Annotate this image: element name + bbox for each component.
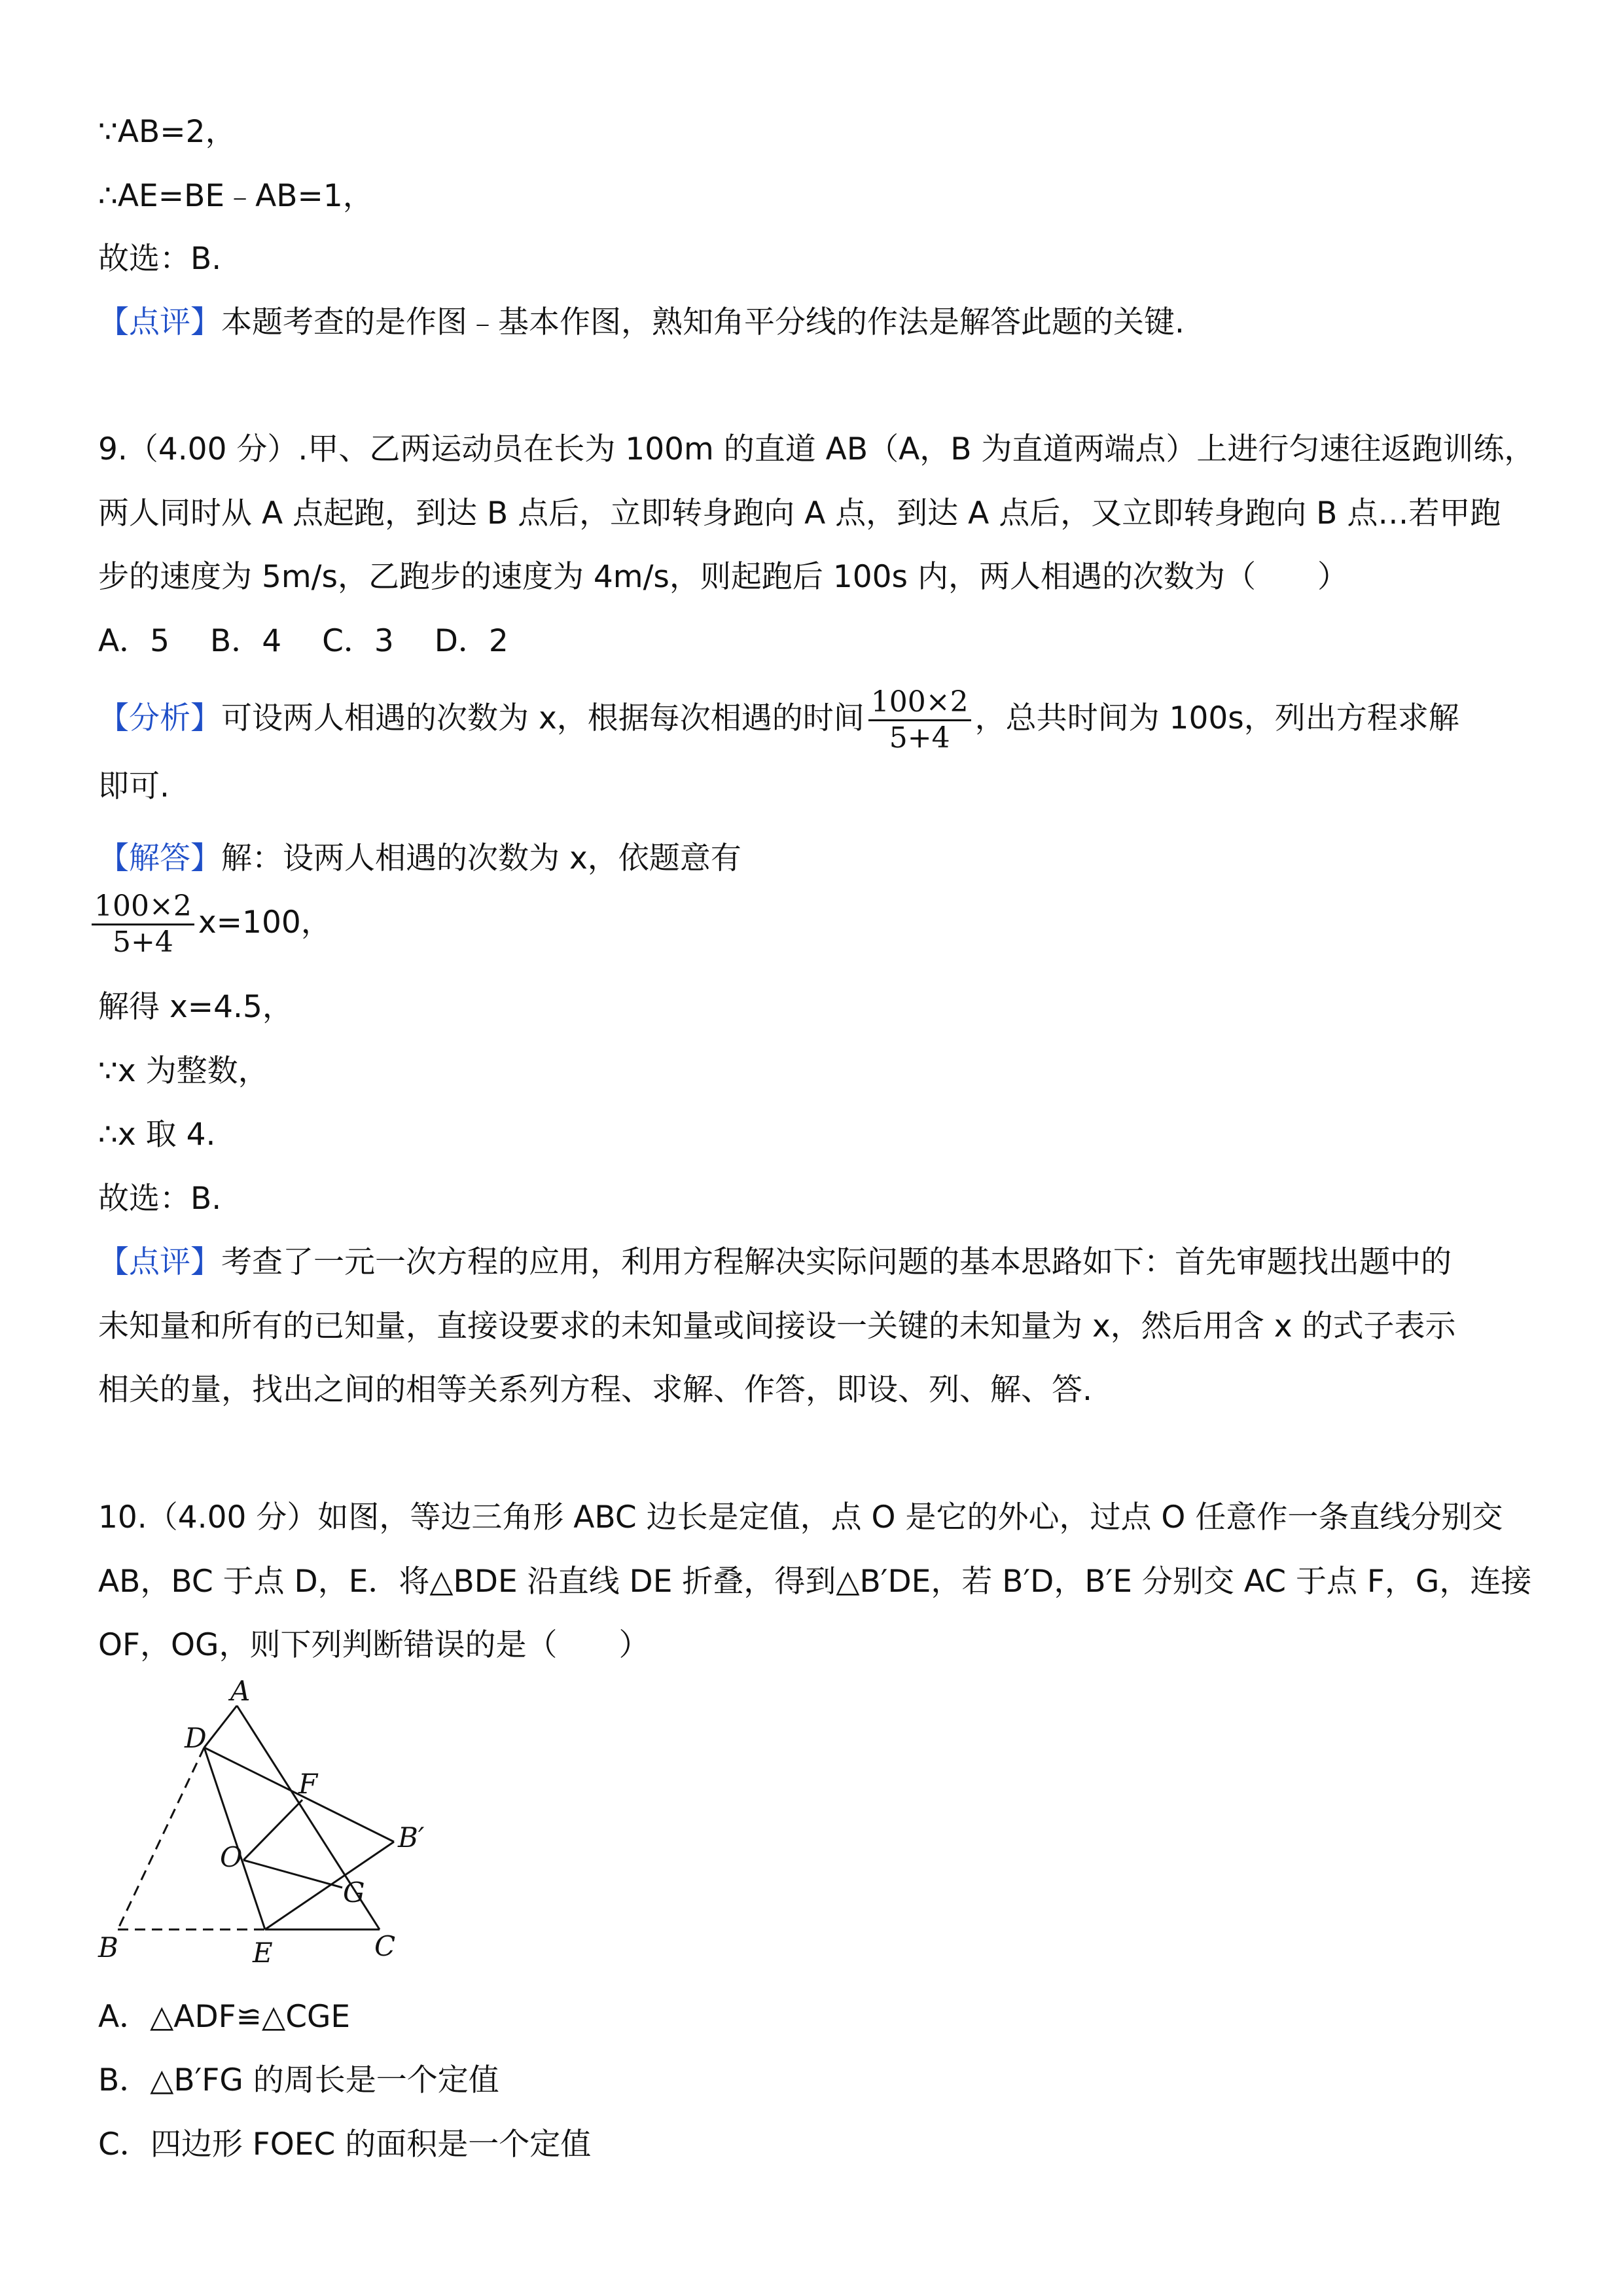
label-o: O: [220, 1841, 243, 1873]
q9-analysis: [98, 685, 1459, 755]
q10-option-a: A．△ADF≌△CGE: [98, 1999, 351, 2035]
label-a: A: [230, 1676, 251, 1707]
label-e: E: [253, 1937, 273, 1969]
label-d: D: [185, 1722, 207, 1754]
q9-stem-line-3: 步的速度为 5m/s，乙跑步的速度为 4m/s，则起跑后 100s 内，两人相遇的次数为（ ）: [98, 559, 1348, 595]
prev-choice: 故选：B.: [98, 241, 222, 277]
prev-comment: [98, 303, 1185, 342]
analysis-text: 可设两人相遇的次数为 x，根据每次相遇的时间: [221, 700, 865, 736]
meet-time-fraction: [868, 685, 971, 755]
equation-numerator: 100×2: [92, 889, 194, 925]
fraction-numerator: 100×2: [868, 685, 971, 721]
q9-equation: [92, 887, 332, 959]
side-eb-prime: [265, 1842, 394, 1929]
dashed-db: [118, 1748, 204, 1929]
triangle-figure: [92, 1676, 484, 1977]
comment-tag: 【点评】: [98, 1244, 221, 1280]
side-ad: [204, 1706, 237, 1748]
equation-fraction: [92, 889, 194, 960]
q9-comment-line-3: 相关的量，找出之间的相等关系列方程、求解、作答，即设、列、解、答.: [98, 1372, 1092, 1408]
analysis-tag: 【分析】: [98, 700, 221, 736]
q9-analysis-line-2: 即可.: [98, 768, 169, 804]
q9-answer: [98, 839, 741, 878]
q10-stem-line-2: AB，BC 于点 D，E．将△BDE 沿直线 DE 折叠，得到△B′DE，若 B′D，B′E 分别交 AC 于点 F，G，连接: [98, 1564, 1532, 1600]
fold-line-de: [204, 1748, 265, 1929]
q9-choice: 故选：B.: [98, 1181, 222, 1217]
q9-solution-1: 解得 x=4.5，: [98, 989, 293, 1025]
label-c: C: [374, 1930, 396, 1962]
q10-option-b: B．△B′FG 的周长是一个定值: [98, 2062, 499, 2098]
comment-tag: 【点评】: [98, 304, 221, 340]
q10-stem-line-1: 10.（4.00 分）如图，等边三角形 ABC 边长是定值，点 O 是它的外心，过点 O 任意作一条直线分别交: [98, 1499, 1503, 1535]
q9-solution-3: ∴x 取 4.: [98, 1117, 216, 1153]
comment-text: 本题考查的是作图﹣基本作图，熟知角平分线的作法是解答此题的关键.: [221, 304, 1185, 340]
label-b: B: [98, 1931, 118, 1964]
q9-stem-line-1: 9.（4.00 分）.甲、乙两运动员在长为 100m 的直道 AB（A，B 为直道两端点）上进行匀速往返跑训练，: [98, 431, 1535, 467]
segment-og: [243, 1860, 342, 1888]
equation-denominator: 5+4: [112, 925, 173, 959]
q10-option-c: C．四边形 FOEC 的面积是一个定值: [98, 2126, 592, 2162]
segment-of: [243, 1800, 302, 1860]
q9-options: A．5 B．4 C．3 D．2: [98, 623, 508, 659]
q10-stem-line-3: OF，OG，则下列判断错误的是（ ）: [98, 1627, 650, 1663]
prev-step-1: ∵AB=2，: [98, 114, 236, 150]
answer-tag: 【解答】: [98, 840, 221, 876]
equation-rhs: x=100，: [198, 905, 332, 941]
answer-text: 解：设两人相遇的次数为 x，依题意有: [221, 840, 741, 876]
q9-solution-2: ∵x 为整数，: [98, 1053, 269, 1089]
comment-text: 考查了一元一次方程的应用，利用方程解决实际问题的基本思路如下：首先审题找出题中的: [221, 1244, 1452, 1280]
q9-stem-line-2: 两人同时从 A 点起跑，到达 B 点后，立即转身跑向 A 点，到达 A 点后，又立即转身跑向 B 点…若甲跑: [98, 495, 1501, 531]
q9-comment: [98, 1243, 1452, 1282]
q9-comment-line-2: 未知量和所有的已知量，直接设要求的未知量或间接设一关键的未知量为 x，然后用含 x 的式子表示: [98, 1308, 1456, 1344]
label-f: F: [298, 1768, 318, 1800]
analysis-text-end: ，总共时间为 100s，列出方程求解: [974, 700, 1459, 736]
fraction-denominator: 5+4: [889, 721, 950, 755]
prev-step-2: ∴AE=BE﹣AB=1，: [98, 178, 374, 214]
label-b-prime: B′: [398, 1821, 425, 1854]
label-g: G: [343, 1876, 365, 1909]
